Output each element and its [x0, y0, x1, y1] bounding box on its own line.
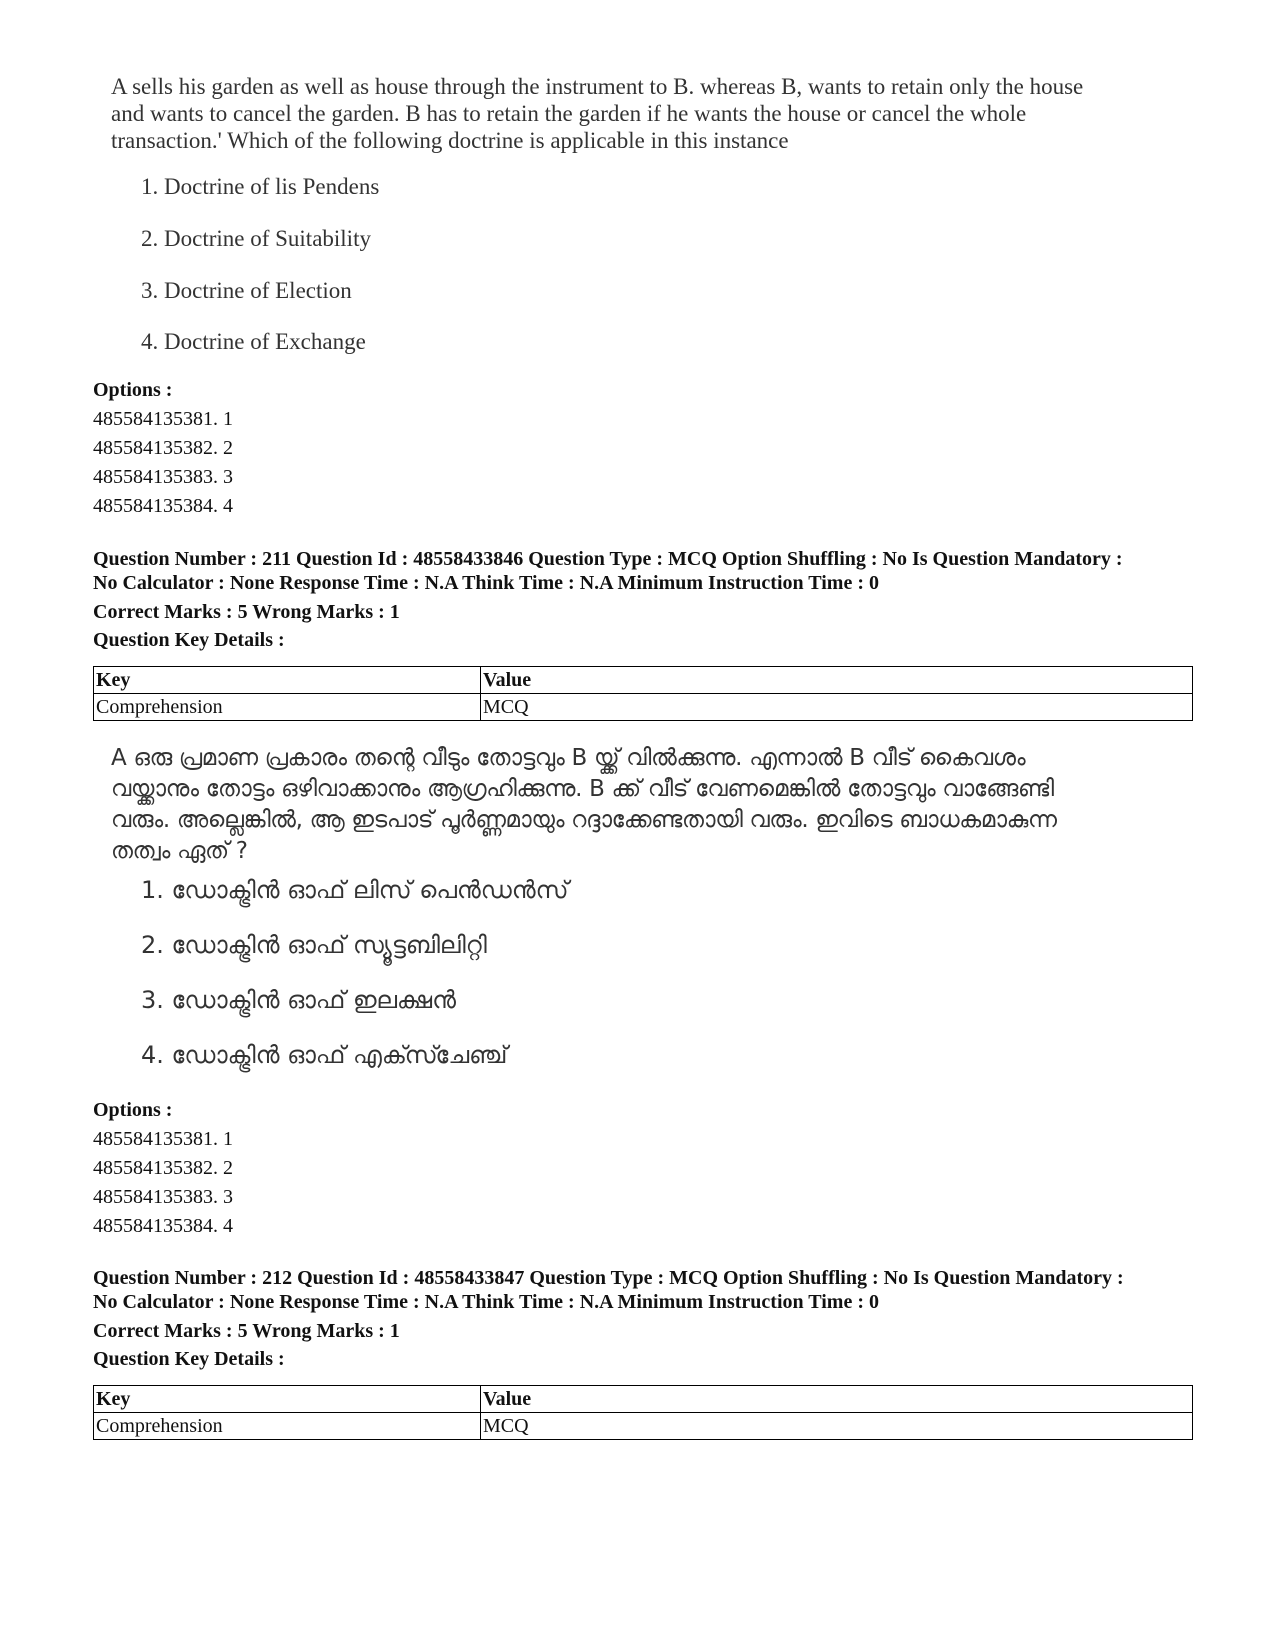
- choice-item: 1. Doctrine of lis Pendens: [141, 174, 380, 199]
- question-text: A ഒരു പ്രമാണ പ്രകാരം തന്റെ വീടും തോട്ടവും B യ്ക്ക് വിൽക്കുന്നു. എന്നാൽ B വീട് കൈവശം വയ്ക്കാനും തോട്ടം ഒഴിവാക്കാനും ആഗ്രഹിക്കുന്നു. B ക്ക് വീട് വേണമെങ്കിൽ തോട്ടവും വാങ്ങേണ്ടി വരും. അല്ലെങ്കിൽ, ആ ഇടപാട് പൂർണ്ണമായും റദ്ദാക്കേണ്ടതായി വരും. ഇവിടെ ബാധകമാകുന്ന തത്വം ഏത് ?: [111, 745, 1057, 864]
- table-header-row: [94, 1386, 1193, 1413]
- question-meta-line: Question Number : 211 Question Id : 48558433846 Question Type : MCQ Option Shuffling : No Is Question Mandatory :: [93, 548, 1123, 570]
- choice-item: 3. ഡോക്ട്രിൻ ഓഫ് ഇലക്ഷൻ: [141, 986, 456, 1014]
- table-cell-key: Comprehension: [94, 1413, 481, 1440]
- question-meta-line: Question Number : 212 Question Id : 48558433847 Question Type : MCQ Option Shuffling : No Is Question Mandatory :: [93, 1267, 1124, 1289]
- table-cell-value: MCQ: [481, 1413, 1193, 1440]
- question-key-table: [93, 1385, 1193, 1440]
- question-image-malayalam: [111, 743, 1171, 1069]
- table-row: [94, 694, 1193, 721]
- choice-item: 1. ഡോക്ട്രിൻ ഓഫ് ലിസ് പെൻഡൻസ്: [141, 876, 569, 904]
- marks-line: Correct Marks : 5 Wrong Marks : 1: [93, 1320, 400, 1342]
- option-row: 485584135383. 3: [93, 466, 233, 488]
- choice-item: 2. Doctrine of Suitability: [141, 226, 371, 251]
- options-block: [93, 376, 233, 521]
- choice-item: 2. ഡോക്ട്രിൻ ഓഫ് സ്യൂട്ടബിലിറ്റി: [141, 931, 487, 959]
- question-meta-line: No Calculator : None Response Time : N.A Think Time : N.A Minimum Instruction Time : 0: [93, 572, 879, 594]
- option-row: 485584135382. 2: [93, 1157, 233, 1179]
- question-image-english: [111, 73, 1171, 354]
- table-header-row: [94, 667, 1193, 694]
- options-label: Options :: [93, 1099, 173, 1121]
- marks-line: Correct Marks : 5 Wrong Marks : 1: [93, 601, 400, 623]
- key-details-label: Question Key Details :: [93, 629, 285, 651]
- table-header-key: Key: [94, 1386, 481, 1413]
- options-label: Options :: [93, 379, 173, 401]
- options-block: [93, 1096, 233, 1241]
- choice-item: 4. Doctrine of Exchange: [141, 329, 366, 354]
- option-row: 485584135384. 4: [93, 495, 233, 517]
- table-header-key: Key: [94, 667, 481, 694]
- table-row: [94, 1413, 1193, 1440]
- choice-item: 3. Doctrine of Election: [141, 278, 352, 303]
- option-row: 485584135381. 1: [93, 408, 233, 430]
- table-header-value: Value: [481, 667, 1193, 694]
- question-meta-line: No Calculator : None Response Time : N.A Think Time : N.A Minimum Instruction Time : 0: [93, 1291, 879, 1313]
- question-text: A sells his garden as well as house through the instrument to B. whereas B, wants to retain only the house and wants to cancel the garden. B has to retain the garden if he wants the house or cancel the whole transaction.' Which of the following doctrine is applicable in this instance: [111, 74, 1084, 153]
- table-cell-key: Comprehension: [94, 694, 481, 721]
- table-header-value: Value: [481, 1386, 1193, 1413]
- table-cell-value: MCQ: [481, 694, 1193, 721]
- option-row: 485584135384. 4: [93, 1215, 233, 1237]
- option-row: 485584135381. 1: [93, 1128, 233, 1150]
- option-row: 485584135383. 3: [93, 1186, 233, 1208]
- option-row: 485584135382. 2: [93, 437, 233, 459]
- question-key-table: [93, 666, 1193, 721]
- choice-item: 4. ഡോക്ട്രിൻ ഓഫ് എക്സ്ചേഞ്ച്: [141, 1041, 508, 1069]
- key-details-label: Question Key Details :: [93, 1348, 285, 1370]
